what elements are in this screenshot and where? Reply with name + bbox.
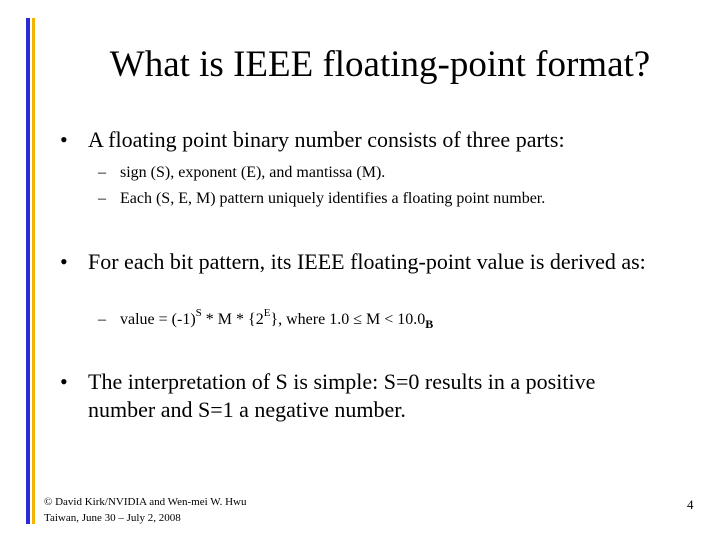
accent-bar-gold [32, 18, 35, 524]
sub-bullet-1-2-text: Each (S, E, M) pattern uniquely identifies a floating point number. [120, 190, 546, 207]
formula-superscript: S [195, 306, 202, 319]
formula-part: value = (-1) [120, 311, 196, 328]
sub-bullet-marker: – [98, 311, 106, 328]
sub-bullet-marker: – [98, 164, 106, 181]
page-number: 4 [687, 497, 694, 512]
footer-line-2: Taiwan, June 30 – July 2, 2008 [44, 512, 181, 524]
formula-text [120, 306, 434, 332]
formula-part: }, where 1.0 ≤ M < 10.0 [270, 311, 426, 328]
bullet-3-text: The interpretation of S is simple: S=0 results in a positive number and S=1 a negative number. [88, 369, 596, 422]
slide-title: What is IEEE floating-point format? [109, 44, 651, 85]
bullet-marker: • [60, 369, 68, 394]
formula-subscript: B [425, 317, 434, 332]
accent-bar-blue [26, 18, 30, 524]
bullet-2-text: For each bit pattern, its IEEE floating-point value is derived as: [88, 249, 646, 274]
sub-bullet-marker: – [98, 190, 106, 207]
bullet-marker: • [60, 249, 68, 274]
footer-credit [44, 494, 247, 526]
bullet-marker: • [60, 127, 68, 152]
formula-superscript: E [263, 306, 271, 319]
formula-part: * M * {2 [201, 311, 264, 328]
footer-line-1: © David Kirk/NVIDIA and Wen-mei W. Hwu [44, 496, 247, 508]
bullet-1-text: A floating point binary number consists of three parts: [88, 127, 565, 152]
sub-bullet-1-1-text: sign (S), exponent (E), and mantissa (M). [120, 164, 386, 181]
